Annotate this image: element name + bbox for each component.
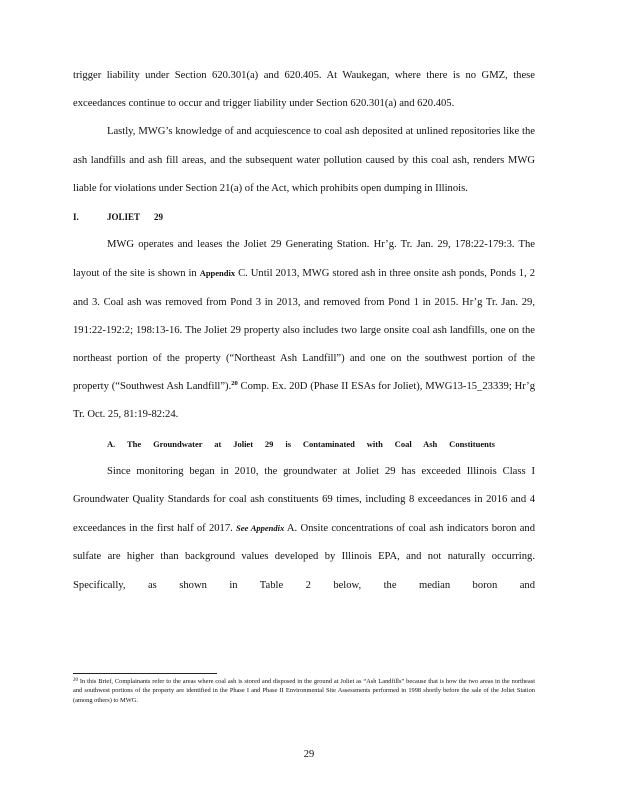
appendix-reference: Appendix (199, 268, 236, 279)
see-appendix-reference: See Appendix (236, 523, 285, 534)
paragraph-4-text-a: Since monitoring began in 2010, the groundwater at Joliet 29 has exceeded Illinois Class I Groundwater Quality Standards for coal ash constituents 69 times, including 8 exceedances in 2016 and 4 exceedances in the first half of 2017. (73, 465, 535, 535)
footnote (73, 677, 535, 705)
subsection-heading: A. The Groundwater at Joliet 29 is Contaminated with Coal Ash Constituents (107, 438, 495, 449)
paragraph-1: trigger liability under Section 620.301(a) and 620.405. At Waukegan, where there is no GMZ, these exceedances continue to occur and trigger liability under Section 620.301(a) and 620.405. (73, 70, 535, 110)
paragraph-3 (73, 231, 535, 429)
paragraph-4 (73, 458, 535, 600)
footnote-reference: 20 (231, 380, 238, 388)
paragraph-4-text-b: A. Onsite concentrations of coal ash indicators boron and sulfate are higher than background values developed by Illinois EPA, and not naturally occurring. Specifically, as shown in Table 2 below, the median boron and (73, 523, 535, 591)
section-title: JOLIET (107, 212, 141, 223)
page-number: 29 (303, 749, 315, 760)
footnote-number: 20 (73, 678, 78, 683)
paragraph-3-text-a: MWG operates and leases the Joliet 29 Generating Station. Hr’g. Tr. Jan. 29, 178:22-179:3. The layout of the site is shown in (73, 239, 535, 280)
section-heading (73, 203, 535, 231)
section-number: I. (73, 212, 79, 223)
paragraph-3-text-c: Comp. Ex. 20D (Phase II ESAs for Joliet), MWG13-15_23339; Hr’g Tr. Oct. 25, 81:19-82:24. (73, 381, 536, 421)
section-title-number: 29 (154, 212, 164, 223)
paragraph-3-text-b: C. Until 2013, MWG stored ash in three onsite ash ponds, Ponds 1, 2 and 3. Coal ash was removed from Pond 3 in 2013, and removed from Pond 1 in 2015. Hr’g Tr. Jan. 29, 191:22-192:2; 198:13-16. The Joliet 29 property also includes two large onsite coal ash landfills, one on the northeast portion of the property (“Northeast Ash Landfill”) and one on the southwest portion of the property (“Southwest Ash Landfill”). (73, 268, 535, 393)
footnote-text: In this Brief, Complainants refer to the areas where coal ash is stored and disposed in the ground at Joliet as “Ash Landfills” because that is how the two areas in the northeast and southwest portions of the property are identified in the Phase I and Phase II Environmental Site Assessments performed in 1998 shortly before the sale of the Joliet Station (among others) to MWG. (73, 678, 535, 704)
footnote-divider (73, 673, 217, 674)
body-text (73, 62, 535, 600)
paragraph-2: Lastly, MWG’s knowledge of and acquiescence to coal ash deposited at unlined repositories like the ash landfills and ash fill areas, and the subsequent water pollution caused by this coal ash, renders MWG liable for violations under Section 21(a) of the Act, which prohibits open dumping in Illinois. (73, 126, 535, 194)
